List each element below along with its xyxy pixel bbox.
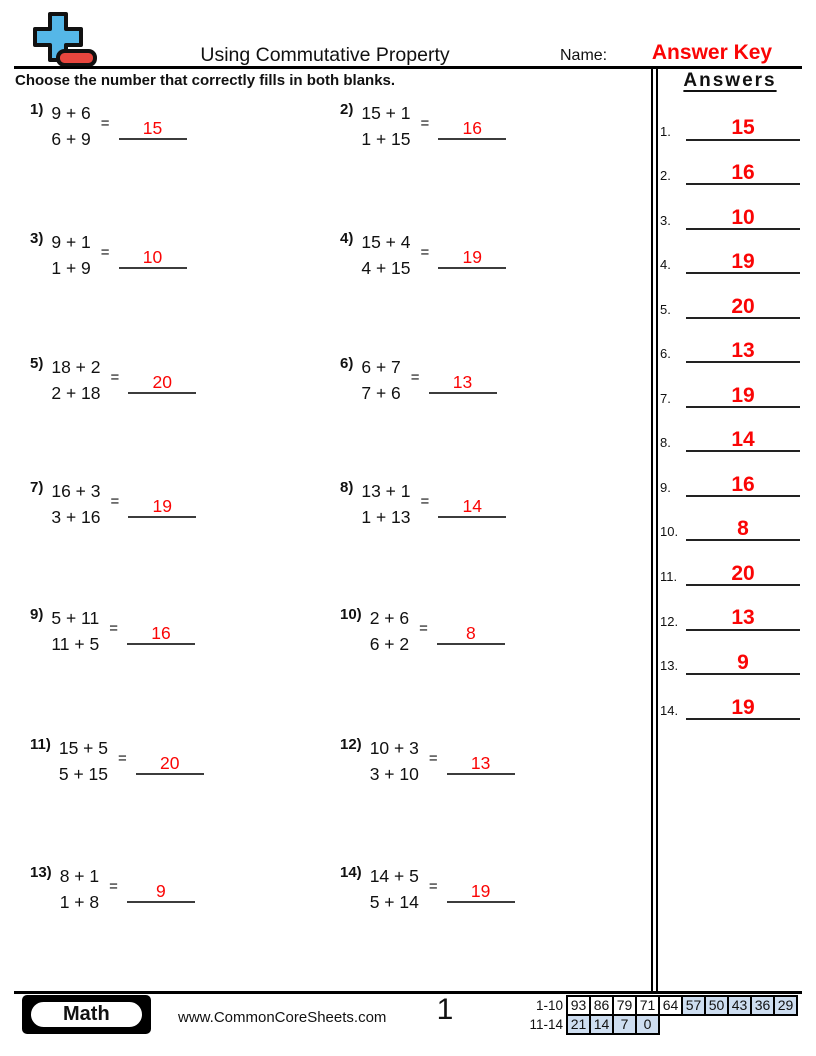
answer-key-number: 8. xyxy=(660,435,671,451)
score-table xyxy=(528,995,798,1035)
footer-divider xyxy=(14,991,802,994)
answer-key-number: 14. xyxy=(660,702,679,718)
score-cell: 79 xyxy=(612,995,637,1016)
problem-number: 7) xyxy=(30,479,44,496)
answer-key-value: 15 xyxy=(731,116,755,140)
answer-value: 13 xyxy=(452,371,473,392)
answer-value: 20 xyxy=(152,371,172,392)
answer-value: 19 xyxy=(470,880,491,901)
expression-stack xyxy=(51,354,100,406)
expression-bottom: 7 + 6 xyxy=(361,383,401,403)
answer-key-item xyxy=(660,230,800,275)
answer-key-item xyxy=(660,452,800,497)
score-cell: 43 xyxy=(727,995,752,1016)
problem-number: 10) xyxy=(340,606,362,623)
answer-key-number: 12. xyxy=(660,613,679,629)
answer-key-line xyxy=(686,204,800,230)
answer-key-item xyxy=(660,586,800,631)
expression-stack xyxy=(51,605,99,657)
problem-item xyxy=(30,100,187,152)
answer-key-number: 4. xyxy=(660,257,671,273)
score-cell: 7 xyxy=(612,1014,637,1035)
score-row-label: 11-14 xyxy=(529,1017,563,1032)
equals-sign: = xyxy=(420,115,430,132)
score-cell: 50 xyxy=(704,995,729,1016)
answer-blank-line xyxy=(438,240,506,269)
answer-key-value: 9 xyxy=(737,650,749,674)
answer-key-value: 14 xyxy=(731,428,755,452)
expression-stack xyxy=(361,354,400,406)
problem-item xyxy=(340,863,515,915)
answer-key-value: 10 xyxy=(731,205,755,229)
answer-key-item xyxy=(660,631,800,676)
expression-top: 6 + 7 xyxy=(361,357,401,377)
answer-value: 9 xyxy=(156,880,166,901)
problem-number: 5) xyxy=(30,355,44,372)
answers-column-divider xyxy=(651,69,658,992)
answer-blank-line xyxy=(136,746,204,775)
answer-key-line xyxy=(686,159,800,185)
answer-blank-line xyxy=(438,111,506,140)
expression-bottom: 11 + 5 xyxy=(51,634,100,654)
answer-blank-line xyxy=(437,616,505,645)
problem-number: 6) xyxy=(340,355,354,372)
equals-sign: = xyxy=(100,115,110,132)
answer-list xyxy=(660,96,800,720)
answer-key-number: 10. xyxy=(660,524,679,540)
expression-top: 9 + 1 xyxy=(51,232,91,252)
problem-number: 12) xyxy=(340,736,362,753)
answer-key-line xyxy=(686,560,800,586)
answer-key-value: 19 xyxy=(731,383,755,407)
answer-key-number: 7. xyxy=(660,390,671,406)
expression-stack xyxy=(60,863,99,915)
problem-number: 2) xyxy=(340,101,354,118)
score-cell: 0 xyxy=(635,1014,660,1035)
expression-top: 10 + 3 xyxy=(369,738,419,758)
score-cell: 93 xyxy=(566,995,591,1016)
answer-value: 19 xyxy=(152,495,172,516)
answer-key-item xyxy=(660,541,800,586)
answer-blank-line xyxy=(447,746,515,775)
problem-item xyxy=(30,863,195,915)
subject-badge-label: Math xyxy=(29,1000,144,1029)
problem-item xyxy=(30,735,204,787)
subject-badge xyxy=(22,995,151,1034)
answer-value: 8 xyxy=(466,622,476,643)
expression-top: 13 + 1 xyxy=(361,481,411,501)
answer-key-line xyxy=(686,471,800,497)
answers-column xyxy=(660,70,800,720)
answer-key-line xyxy=(686,293,800,319)
equals-sign: = xyxy=(420,493,430,510)
answer-value: 20 xyxy=(160,752,180,773)
expression-top: 9 + 6 xyxy=(51,103,91,123)
expression-top: 18 + 2 xyxy=(51,357,101,377)
equals-sign: = xyxy=(109,878,118,895)
problem-item xyxy=(30,354,196,406)
header-divider xyxy=(14,66,802,69)
answer-key-value: 8 xyxy=(737,517,749,541)
equals-sign: = xyxy=(110,369,120,386)
answer-key-line xyxy=(686,649,800,675)
answer-key-item xyxy=(660,185,800,230)
answer-key-number: 13. xyxy=(660,658,679,674)
answer-value: 10 xyxy=(142,246,163,267)
problem-number: 4) xyxy=(340,230,354,247)
expression-bottom: 2 + 18 xyxy=(51,383,101,403)
expression-stack xyxy=(370,863,419,915)
answer-key-line xyxy=(686,515,800,541)
expression-stack xyxy=(370,735,419,787)
instruction-text: Choose the number that correctly fills in both blanks. xyxy=(15,72,396,89)
answer-key-line xyxy=(686,382,800,408)
answer-blank-line xyxy=(128,365,196,394)
expression-stack xyxy=(361,478,410,530)
expression-bottom: 1 + 15 xyxy=(361,129,411,149)
score-cell: 86 xyxy=(589,995,614,1016)
expression-bottom: 3 + 10 xyxy=(369,764,419,784)
equals-sign: = xyxy=(419,620,428,637)
score-cell: 14 xyxy=(589,1014,614,1035)
answer-key-number: 1. xyxy=(660,123,671,139)
answer-blank-line xyxy=(119,240,187,269)
expression-stack xyxy=(370,605,409,657)
problem-item xyxy=(340,354,497,406)
answer-key-number: 6. xyxy=(660,346,671,362)
expression-bottom: 5 + 14 xyxy=(369,892,419,912)
answer-key-value: 16 xyxy=(731,472,755,496)
expression-top: 15 + 1 xyxy=(361,103,411,123)
expression-stack xyxy=(51,229,90,281)
answer-key-item xyxy=(660,408,800,453)
answer-key-value: 16 xyxy=(731,160,755,184)
answer-key-number: 3. xyxy=(660,212,671,228)
equals-sign: = xyxy=(100,244,110,261)
answer-key-line xyxy=(686,604,800,630)
problem-number: 1) xyxy=(30,101,44,118)
equals-sign: = xyxy=(118,750,127,767)
problem-number: 14) xyxy=(340,864,362,881)
answer-key-line xyxy=(686,248,800,274)
equals-sign: = xyxy=(410,369,420,386)
score-row xyxy=(528,995,798,1016)
page-title: Using Commutative Property xyxy=(200,44,450,66)
answer-key-item xyxy=(660,363,800,408)
problem-item xyxy=(340,735,515,787)
problem-number: 8) xyxy=(340,479,354,496)
expression-bottom: 6 + 2 xyxy=(369,634,410,654)
expression-top: 2 + 6 xyxy=(369,608,410,628)
problem-item xyxy=(340,605,505,657)
website-text: www.CommonCoreSheets.com xyxy=(178,1009,387,1026)
answer-key-item xyxy=(660,675,800,720)
problem-item xyxy=(30,478,196,530)
expression-stack xyxy=(361,229,410,281)
expression-bottom: 4 + 15 xyxy=(361,258,411,278)
answer-value: 16 xyxy=(462,117,482,138)
expression-stack xyxy=(51,100,90,152)
equals-sign: = xyxy=(428,750,438,767)
answer-key-line xyxy=(686,426,800,452)
name-label: Name: xyxy=(560,47,608,64)
answer-key-item xyxy=(660,274,800,319)
answer-key-item xyxy=(660,497,800,542)
problem-number: 13) xyxy=(30,864,52,881)
answer-blank-line xyxy=(119,111,187,140)
expression-stack xyxy=(361,100,410,152)
expression-bottom: 1 + 13 xyxy=(361,507,411,527)
answer-key-value: 20 xyxy=(731,561,755,585)
answer-blank-line xyxy=(429,365,497,394)
expression-top: 5 + 11 xyxy=(51,608,100,628)
answer-key-value: 13 xyxy=(731,339,755,363)
problem-item xyxy=(340,100,506,152)
answer-key-number: 9. xyxy=(660,479,671,495)
expression-bottom: 6 + 9 xyxy=(51,129,91,149)
score-cell: 21 xyxy=(566,1014,591,1035)
answer-key-number: 11. xyxy=(660,569,678,585)
expression-stack xyxy=(51,478,100,530)
answers-heading: Answers xyxy=(683,70,777,91)
answer-key-value: 19 xyxy=(731,695,755,719)
score-row xyxy=(528,1014,798,1035)
equals-sign: = xyxy=(110,493,120,510)
expression-top: 8 + 1 xyxy=(59,866,100,886)
expression-top: 15 + 5 xyxy=(58,738,109,758)
score-cell: 57 xyxy=(681,995,706,1016)
answer-blank-line xyxy=(128,489,196,518)
equals-sign: = xyxy=(109,620,118,637)
expression-top: 16 + 3 xyxy=(51,481,101,501)
score-cell: 29 xyxy=(773,995,798,1016)
answer-blank-line xyxy=(438,489,506,518)
answer-blank-line xyxy=(127,616,195,645)
answer-blank-line xyxy=(447,874,515,903)
answer-key-line xyxy=(686,337,800,363)
problem-item xyxy=(30,605,195,657)
score-cell: 71 xyxy=(635,995,660,1016)
answer-key-item xyxy=(660,319,800,364)
answer-blank-line xyxy=(127,874,195,903)
expression-top: 15 + 4 xyxy=(361,232,411,252)
page-number: 1 xyxy=(436,993,454,1026)
equals-sign: = xyxy=(428,878,438,895)
problem-item xyxy=(30,229,187,281)
score-cell: 36 xyxy=(750,995,775,1016)
answer-key-value: 19 xyxy=(731,250,755,274)
problem-item xyxy=(340,229,506,281)
answer-value: 15 xyxy=(142,117,163,138)
score-row-label: 1-10 xyxy=(535,998,563,1013)
score-cell: 64 xyxy=(658,995,683,1016)
answer-key-line xyxy=(686,694,800,720)
name-value: Answer Key xyxy=(651,41,773,64)
expression-bottom: 5 + 15 xyxy=(58,764,109,784)
problem-number: 11) xyxy=(30,736,51,753)
answer-value: 14 xyxy=(462,495,482,516)
expression-bottom: 1 + 9 xyxy=(51,258,91,278)
answer-key-value: 20 xyxy=(731,294,755,318)
answer-value: 16 xyxy=(151,622,171,643)
expression-top: 14 + 5 xyxy=(369,866,419,886)
problem-number: 9) xyxy=(30,606,44,623)
answer-key-value: 13 xyxy=(731,606,755,630)
answer-key-item xyxy=(660,96,800,141)
answer-key-number: 5. xyxy=(660,301,671,317)
answer-value: 19 xyxy=(462,246,482,267)
problem-item xyxy=(340,478,506,530)
equals-sign: = xyxy=(420,244,430,261)
expression-bottom: 3 + 16 xyxy=(51,507,101,527)
answer-key-number: 2. xyxy=(660,168,671,184)
problem-number: 3) xyxy=(30,230,44,247)
answer-key-line xyxy=(686,114,800,140)
expression-stack xyxy=(59,735,108,787)
answer-value: 13 xyxy=(470,752,491,773)
answer-key-item xyxy=(660,141,800,186)
expression-bottom: 1 + 8 xyxy=(59,892,100,912)
